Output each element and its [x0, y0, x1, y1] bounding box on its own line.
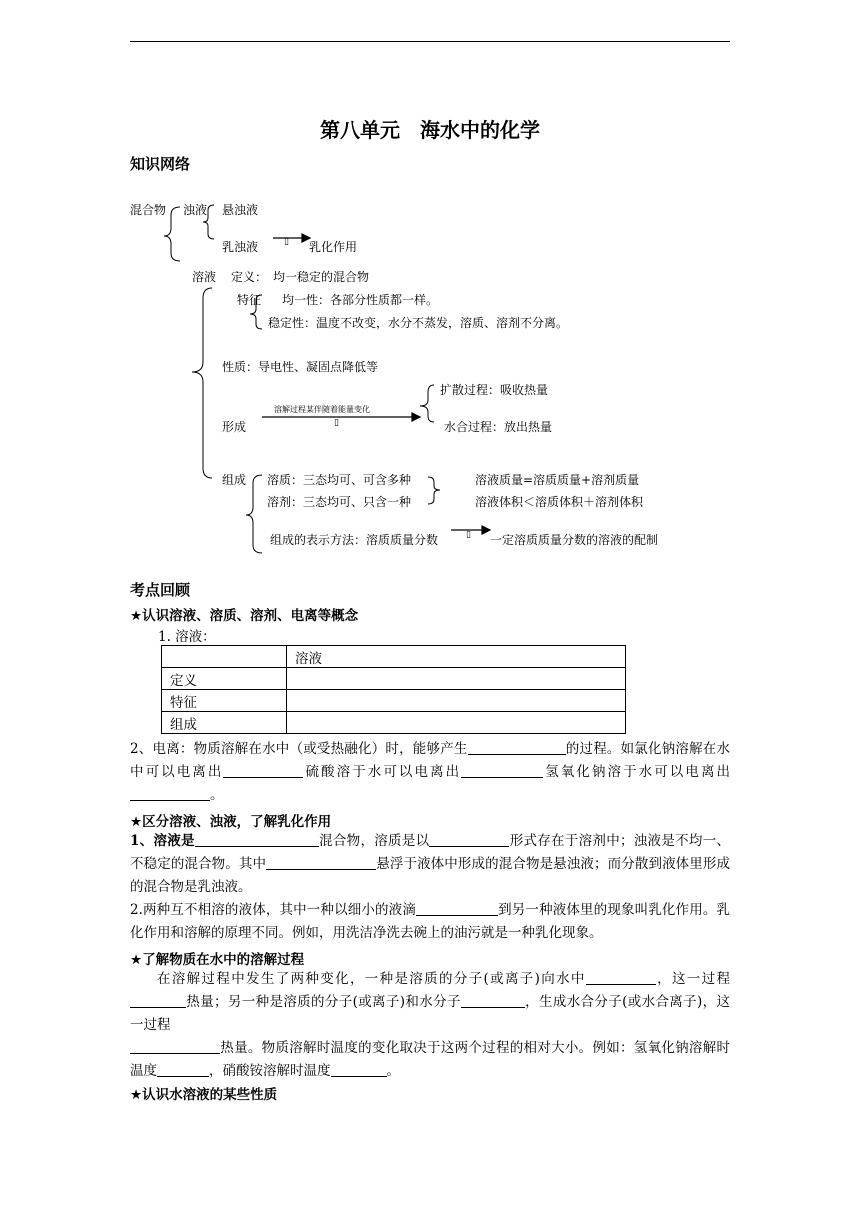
table-cell: 组成	[162, 712, 287, 734]
ionization-paragraph	[130, 738, 730, 807]
dissolution-paragraph	[130, 968, 730, 1083]
text-run: 悬浮于液体中形成的混合物是悬浊液；而分散到液体里形成的混合物是乳浊液。	[130, 856, 731, 895]
solution-paragraph	[130, 830, 730, 899]
text-run: 形式存在于溶剂中；浊液是不均一、不稳定的混合物。其中	[130, 833, 730, 872]
table-cell	[162, 646, 287, 668]
topic-solution-turbid: ★区分溶液、浊液，了解乳化作用	[130, 814, 332, 830]
text-run: 硫酸溶于水可以电离出	[303, 764, 462, 780]
arrow-formation-head	[412, 413, 420, 421]
label-mass-equation: 溶液质量=溶质质量+溶剂质量	[475, 473, 640, 487]
table-cell	[287, 690, 626, 712]
emulsion-paragraph	[130, 899, 730, 945]
text-run: 2.两种互不相溶的液体，其中一种以细小的液滴	[130, 902, 416, 918]
label-expression: 组成的表示方法：溶质质量分数	[270, 533, 439, 547]
label-composition: 组成	[222, 473, 247, 487]
mixture-brace	[164, 207, 180, 261]
label-uniformity: 均一性：各部分性质都一样。	[282, 293, 439, 307]
text-run: ，硝酸铵溶解时温度	[209, 1063, 331, 1079]
text-run: ，这一过程	[655, 971, 730, 987]
text-run: 的过程。如氯化钠溶解在水中可以电离出	[130, 741, 730, 780]
fill-blank[interactable]	[586, 969, 656, 985]
label-suspension: 悬浊液	[222, 203, 259, 217]
fill-blank[interactable]	[331, 1061, 387, 1077]
label-turbid: 浊液	[183, 203, 208, 217]
fill-blank[interactable]	[223, 762, 303, 778]
label-diffusion: 扩散过程：吸收热量	[440, 383, 549, 397]
solution-brace	[192, 288, 212, 478]
label-formation: 形成	[222, 420, 247, 434]
topic-properties: ★认识水溶液的某些性质	[130, 1087, 278, 1103]
topic-dissolution: ★了解物质在水中的溶解过程	[130, 952, 305, 968]
label-emulsion: 乳浊液	[222, 240, 259, 254]
text-run: 混合物，溶质是以	[318, 833, 430, 849]
fill-blank[interactable]	[468, 739, 566, 755]
fill-blank[interactable]	[266, 854, 376, 870]
label-definition: 定义： 均一稳定的混合物	[231, 270, 370, 284]
text-run: ，生成水合分子(或水合离子)，这一过程	[130, 994, 730, 1033]
fill-blank[interactable]	[461, 992, 525, 1008]
label-preparation: 一定溶质质量分数的溶液的配制	[490, 533, 659, 547]
formation-brace	[420, 385, 434, 422]
text-run: 1、溶液是	[130, 833, 195, 849]
table-cell: 溶液	[287, 646, 626, 668]
label-stability: 稳定性：温度不改变，水分不蒸发，溶质、溶剂不分离。	[268, 316, 569, 330]
label-solvent: 溶剂：三态均可、只含一种	[267, 495, 412, 509]
fill-blank[interactable]	[130, 785, 210, 801]
diagram-lines	[0, 0, 860, 570]
fill-blank[interactable]	[416, 900, 498, 916]
fill-blank[interactable]	[429, 831, 509, 847]
page-title: 第八单元 海水中的化学	[320, 118, 540, 142]
text-run: 热量。物质溶解时温度的变化取决于这两个过程的相对大小。例如：氢氧化钠溶解时温度	[130, 1040, 730, 1079]
table-cell: 定义	[162, 668, 287, 690]
table-cell	[287, 668, 626, 690]
label-feature: 特征	[237, 293, 262, 307]
text-run: 。	[386, 1063, 400, 1079]
equation-brace	[428, 477, 440, 504]
placeholder-glyph-2: ▯	[334, 418, 339, 428]
fill-blank[interactable]	[195, 831, 319, 847]
label-volume-equation: 溶液体积＜溶质体积＋溶剂体积	[475, 495, 644, 509]
topic-concepts: ★认识溶液、溶质、溶剂、电离等概念	[130, 608, 359, 624]
text-run: 氢氧化钠溶于水可以电离出	[543, 764, 731, 780]
table-row	[162, 668, 626, 690]
composition-brace	[246, 475, 262, 553]
fill-blank[interactable]	[461, 762, 543, 778]
label-emulsify: 乳化作用	[309, 240, 358, 254]
table-row	[162, 690, 626, 712]
label-solute: 溶质：三态均可、可含多种	[267, 473, 412, 487]
label-solution: 溶液	[192, 270, 217, 284]
table-cell: 特征	[162, 690, 287, 712]
placeholder-glyph-1: ▯	[284, 237, 289, 247]
solution-table	[161, 645, 626, 734]
label-arrow-formation: 溶解过程某伴随着能量变化	[274, 405, 370, 414]
table-row	[162, 646, 626, 668]
label-mixture: 混合物	[130, 203, 167, 217]
section-review: 考点回顾	[130, 581, 191, 599]
table-cell	[287, 712, 626, 734]
fill-blank[interactable]	[130, 992, 186, 1008]
text-run: 。	[210, 787, 224, 803]
text-run: 2、电离：物质溶解在水中（或受热融化）时，能够产生	[130, 741, 468, 757]
label-properties: 性质：导电性、凝固点降低等	[222, 360, 379, 374]
text-run: 到另一种液体里的现象叫乳化作用。乳化作用和溶解的原理不同。例如，用洗洁净洗去碗上的油污就是一种乳化现象。	[130, 902, 730, 941]
item-solution: 1. 溶液：	[158, 629, 216, 645]
table-row	[162, 712, 626, 734]
placeholder-glyph-3: ▯	[466, 530, 471, 540]
text-run: 热量；另一种是溶质的分子(或离子)和水分子	[186, 994, 461, 1010]
fill-blank[interactable]	[130, 1038, 220, 1054]
text-run: 在溶解过程中发生了两种变化，一种是溶质的分子(或离子)向水中	[157, 971, 586, 987]
fill-blank[interactable]	[157, 1061, 209, 1077]
section-knowledge-network: 知识网络	[130, 155, 191, 173]
label-hydration: 水合过程：放出热量	[444, 420, 553, 434]
arrow-prep-head	[482, 526, 490, 534]
